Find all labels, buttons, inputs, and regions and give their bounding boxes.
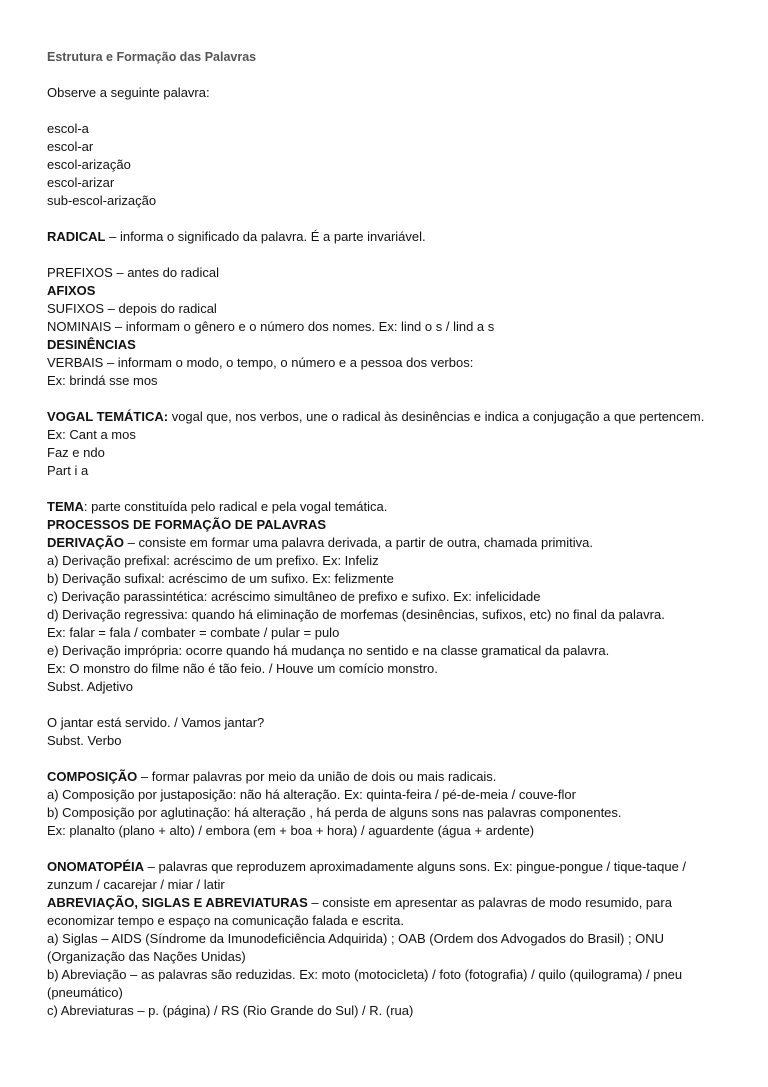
derivacao-term: DERIVAÇÃO [47,535,125,550]
intro-text: Observe a seguinte palavra: [47,85,210,100]
document-title: Estrutura e Formação das Palavras [47,50,257,64]
derivacao-definition [47,534,728,552]
derivacao-e-example: Ex: O monstro do filme não é tão feio. / Houve um comício monstro. [47,661,438,676]
word-3: escol-arização [47,157,131,172]
radical-definition [47,228,728,246]
composicao-definition [47,768,728,786]
spacer [47,210,728,228]
abreviacao-text: – consiste em apresentar as palavras de modo resumido, para [307,895,672,910]
derivacao-e-classes-2: Subst. Verbo [47,733,122,748]
radical-text: – informa o significado da palavra. É a parte invariável. [105,229,426,244]
derivacao-d: d) Derivação regressiva: quando há eliminação de morfemas (desinências, sufixos, etc) no final da palavra. [47,607,665,622]
derivacao-c: c) Derivação parassintética: acréscimo simultâneo de prefixo e sufixo. Ex: infelicidade [47,589,541,604]
onomatopeia-continuation: zunzum / cacarejar / miar / latir [47,877,225,892]
spacer [47,390,728,408]
vogal-term: VOGAL TEMÁTICA: [47,409,169,424]
abreviacao-b: b) Abreviação – as palavras são reduzidas. Ex: moto (motocicleta) / foto (fotografia) / quilo (quilograma) / pneu [47,967,683,982]
abreviacao-c: c) Abreviaturas – p. (página) / RS (Rio Grande do Sul) / R. (rua) [47,1003,414,1018]
spacer [47,102,728,120]
spacer [47,246,728,264]
onomatopeia-definition [47,858,728,876]
word-1: escol-a [47,121,89,136]
vogal-example-2: Faz e ndo [47,445,105,460]
abreviacao-term: ABREVIAÇÃO, SIGLAS E ABREVIATURAS [47,895,308,910]
vogal-definition [47,408,728,426]
derivacao-b: b) Derivação sufixal: acréscimo de um sufixo. Ex: felizmente [47,571,394,586]
spacer [47,750,728,768]
onomatopeia-text: – palavras que reproduzem aproximadamente alguns sons. Ex: pingue-pongue / tique-taque / [144,859,687,874]
spacer [47,840,728,858]
abreviacao-a-continuation: (Organização das Nações Unidas) [47,949,246,964]
afixos-label: AFIXOS [47,283,96,298]
nominais-text: NOMINAIS – informam o gênero e o número dos nomes. Ex: lind o s / lind a s [47,319,495,334]
composicao-b: b) Composição por aglutinação: há alteração , há perda de alguns sons nas palavras componentes. [47,805,622,820]
prefixos-text: PREFIXOS – antes do radical [47,265,219,280]
derivacao-e-example-2: O jantar está servido. / Vamos jantar? [47,715,265,730]
tema-term: TEMA [47,499,84,514]
abreviacao-a: a) Siglas – AIDS (Síndrome da Imunodeficiência Adquirida) ; OAB (Ordem dos Advogados do Brasil) ; ONU [47,931,665,946]
radical-term: RADICAL [47,229,106,244]
verbais-text: VERBAIS – informam o modo, o tempo, o número e a pessoa dos verbos: [47,355,474,370]
word-5: sub-escol-arização [47,193,157,208]
derivacao-text: – consiste em formar uma palavra derivada, a partir de outra, chamada primitiva. [124,535,593,550]
derivacao-a: a) Derivação prefixal: acréscimo de um prefixo. Ex: Infeliz [47,553,379,568]
composicao-example: Ex: planalto (plano + alto) / embora (em + boa + hora) / aguardente (água + ardente) [47,823,535,838]
desinencias-label: DESINÊNCIAS [47,337,136,352]
abreviacao-definition [47,894,728,912]
spacer [47,696,728,714]
derivacao-d-example: Ex: falar = fala / combater = combate / pular = pulo [47,625,340,640]
tema-definition [47,498,728,516]
derivacao-e-classes: Subst. Adjetivo [47,679,133,694]
processos-heading: PROCESSOS DE FORMAÇÃO DE PALAVRAS [47,517,327,532]
verbais-example: Ex: brindá sse mos [47,373,158,388]
composicao-text: – formar palavras por meio da união de dois ou mais radicais. [137,769,497,784]
vogal-text: vogal que, nos verbos, une o radical às desinências e indica a conjugação a que pertencem. [168,409,705,424]
composicao-term: COMPOSIÇÃO [47,769,138,784]
word-4: escol-arizar [47,175,115,190]
composicao-a: a) Composição por justaposição: não há alteração. Ex: quinta-feira / pé-de-meia / couve-flor [47,787,576,802]
tema-text: : parte constituída pelo radical e pela vogal temática. [83,499,388,514]
vogal-example-1: Ex: Cant a mos [47,427,136,442]
onomatopeia-term: ONOMATOPÉIA [47,859,145,874]
derivacao-e: e) Derivação imprópria: ocorre quando há mudança no sentido e na classe gramatical da palavra. [47,643,610,658]
vogal-example-3: Part i a [47,463,89,478]
sufixos-text: SUFIXOS – depois do radical [47,301,217,316]
spacer [47,480,728,498]
abreviacao-continuation: economizar tempo e espaço na comunicação falada e escrita. [47,913,404,928]
abreviacao-b-continuation: (pneumático) [47,985,123,1000]
word-2: escol-ar [47,139,94,154]
